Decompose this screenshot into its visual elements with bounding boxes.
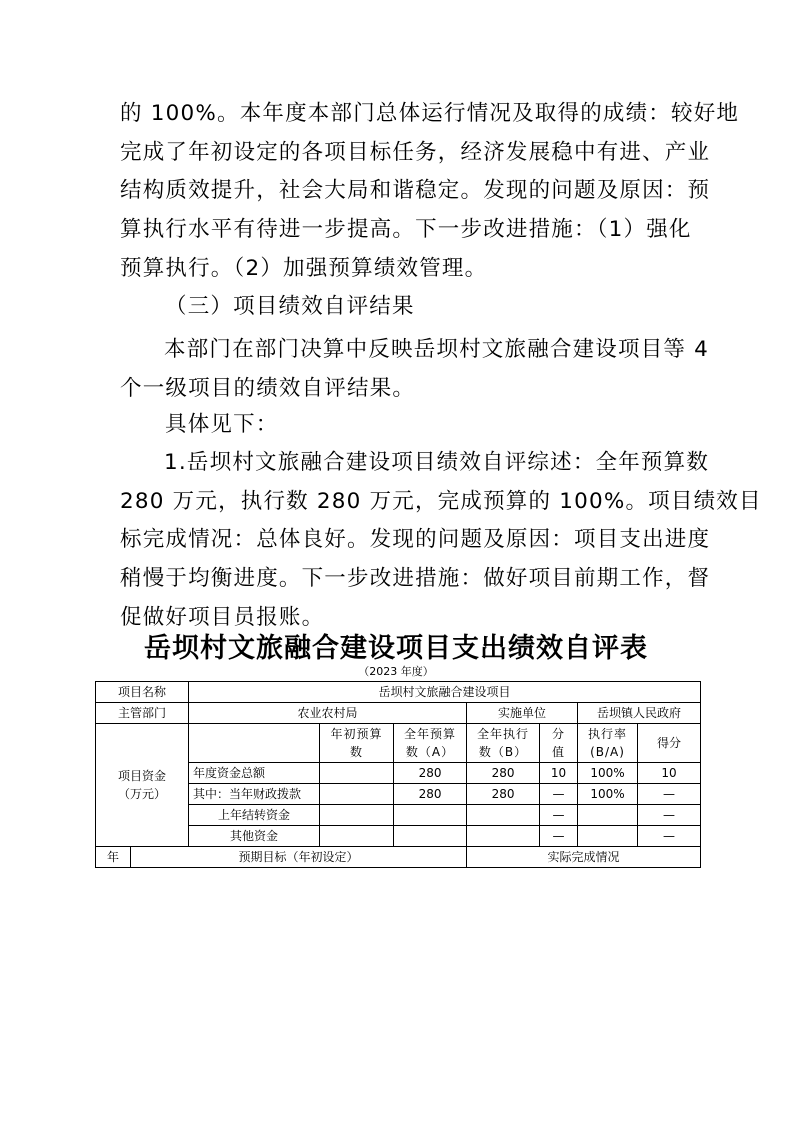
text-line: 的 100%。本年度本部门总体运行情况及取得的成绩：较好地 [120, 101, 740, 126]
cell-full [394, 805, 467, 826]
cell-weight: — [540, 805, 578, 826]
text-line: 标完成情况：总体良好。发现的问题及原因：项目支出进度 [120, 527, 711, 553]
text-line: 本部门在部门决算中反映岳坝村文旅融合建设项目等 4 [164, 337, 710, 362]
col-score: 得分 [638, 724, 701, 763]
cell-score: — [638, 805, 701, 826]
cell-rate [578, 826, 638, 847]
col-full-budget-line2: 数（A） [405, 745, 455, 759]
section-heading-text: （三）项目绩效自评结果 [165, 294, 415, 319]
actual-completion-header: 实际完成情况 [467, 847, 701, 868]
cell-exec [467, 826, 540, 847]
funds-label-line1: 项目资金 [118, 769, 167, 783]
col-exec-rate-line2: (B/A) [590, 745, 625, 759]
col-exec-rate [578, 724, 638, 763]
cell-exec: 280 [467, 784, 540, 805]
cell-weight: 10 [540, 763, 578, 784]
text-line: 稍慢于均衡进度。下一步改进措施：做好项目前期工作，督 [120, 566, 711, 592]
table-subtitle: （2023 年度） [358, 665, 434, 678]
cell-initial [320, 805, 394, 826]
cell-initial [320, 763, 394, 784]
col-initial-budget-line1: 年初预算 [330, 727, 383, 741]
paragraph-project-count [120, 331, 710, 408]
paragraph-project-summary [120, 444, 762, 638]
cell-score: 10 [638, 763, 701, 784]
row-label: 其中：当年财政拨款 [189, 784, 320, 805]
cell-exec: 280 [467, 763, 540, 784]
row-label: 年度资金总额 [189, 763, 320, 784]
dept-value: 农业农村局 [189, 703, 467, 724]
table-row [96, 703, 701, 724]
impl-value: 岳坝镇人民政府 [578, 703, 701, 724]
table-row [96, 847, 701, 868]
cell-full [394, 826, 467, 847]
row-label: 其他资金 [189, 826, 320, 847]
col-full-budget-line1: 全年预算 [404, 727, 457, 741]
text-line: 结构质效提升，社会大局和谐稳定。发现的问题及原因：预 [120, 178, 711, 204]
col-weight [540, 724, 578, 763]
col-initial-budget [320, 724, 394, 763]
text-line: 促做好项目员报账。 [120, 604, 325, 630]
project-name-value: 岳坝村文旅融合建设项目 [189, 682, 701, 703]
dept-label: 主管部门 [96, 703, 189, 724]
cell-full: 280 [394, 784, 467, 805]
table-row [96, 682, 701, 703]
text-line: 算执行水平有待进一步提高。下一步改进措施：（1）强化 [120, 217, 692, 243]
row-label: 上年结转资金 [189, 805, 320, 826]
paragraph-overall-performance [120, 95, 740, 289]
cell-full: 280 [394, 763, 467, 784]
col-exec-rate-line1: 执行率 [588, 727, 628, 741]
cell-exec [467, 805, 540, 826]
col-executed [467, 724, 540, 763]
funds-label [96, 724, 189, 847]
text-line: 预算执行。（2）加强预算绩效管理。 [120, 255, 488, 281]
cell-rate: 100% [578, 763, 638, 784]
cell-score: — [638, 826, 701, 847]
text-line: 具体见下： [165, 412, 279, 437]
col-executed-line1: 全年执行 [477, 727, 530, 741]
table-title: 岳坝村文旅融合建设项目支出绩效自评表 [144, 633, 648, 664]
cell-initial [320, 784, 394, 805]
year-label: 年 [96, 847, 131, 868]
project-name-label: 项目名称 [96, 682, 189, 703]
funds-label-line2: （万元） [118, 787, 167, 801]
performance-table [95, 681, 701, 868]
text-line: 1.岳坝村文旅融合建设项目绩效自评综述：全年预算数 [164, 450, 710, 475]
paragraph-details-intro [165, 406, 725, 445]
col-full-budget [394, 724, 467, 763]
cell-weight: — [540, 784, 578, 805]
cell-initial [320, 826, 394, 847]
section-heading [165, 288, 725, 327]
col-executed-line2: 数（B） [478, 745, 528, 759]
col-weight-line1: 分 [552, 727, 566, 741]
header-empty [189, 724, 320, 763]
cell-weight: — [540, 826, 578, 847]
cell-score: — [638, 784, 701, 805]
impl-label: 实施单位 [467, 703, 578, 724]
text-line: 个一级项目的绩效自评结果。 [120, 375, 416, 401]
cell-rate: 100% [578, 784, 638, 805]
col-initial-budget-line2: 数 [350, 745, 364, 759]
expected-goal-header: 预期目标（年初设定） [131, 847, 467, 868]
col-weight-line2: 值 [552, 745, 566, 759]
cell-rate [578, 805, 638, 826]
text-line: 280 万元，执行数 280 万元，完成预算的 100%。项目绩效目 [120, 488, 762, 514]
table-header-row [96, 724, 701, 763]
text-line: 完成了年初设定的各项目标任务，经济发展稳中有进、产业 [120, 139, 711, 165]
